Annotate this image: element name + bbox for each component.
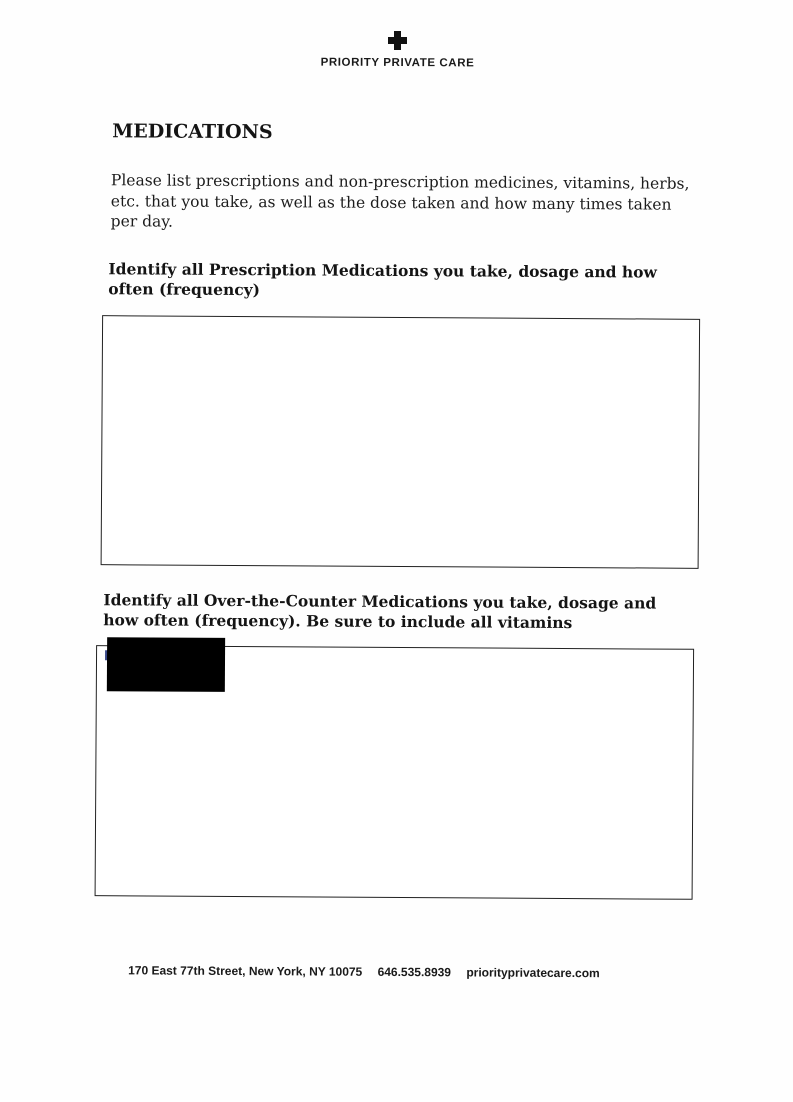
otc-prompt: Identify all Over-the-Counter Medications you take, dosage and how often (frequency). Be sure to include all vitamins	[103, 590, 657, 633]
footer-website[interactable]: priorityprivatecare.com	[466, 965, 600, 981]
footer-phone: 646.535.8939	[377, 964, 452, 980]
section-intro: Please list prescriptions and non-prescription medicines, vitamins, herbs, etc. that you take, as well as the dose taken and how many times taken per day.	[110, 171, 690, 231]
brand-name: PRIORITY PRIVATE CARE	[320, 56, 475, 70]
prescription-prompt: Identify all Prescription Medications you take, dosage and how often (frequency)	[108, 259, 657, 299]
footer	[128, 963, 668, 980]
section-title: MEDICATIONS	[112, 120, 273, 144]
prescription-answer-box[interactable]	[101, 315, 701, 569]
redaction-block	[107, 637, 225, 692]
footer-address: 170 East 77th Street, New York, NY 10075	[128, 963, 363, 979]
